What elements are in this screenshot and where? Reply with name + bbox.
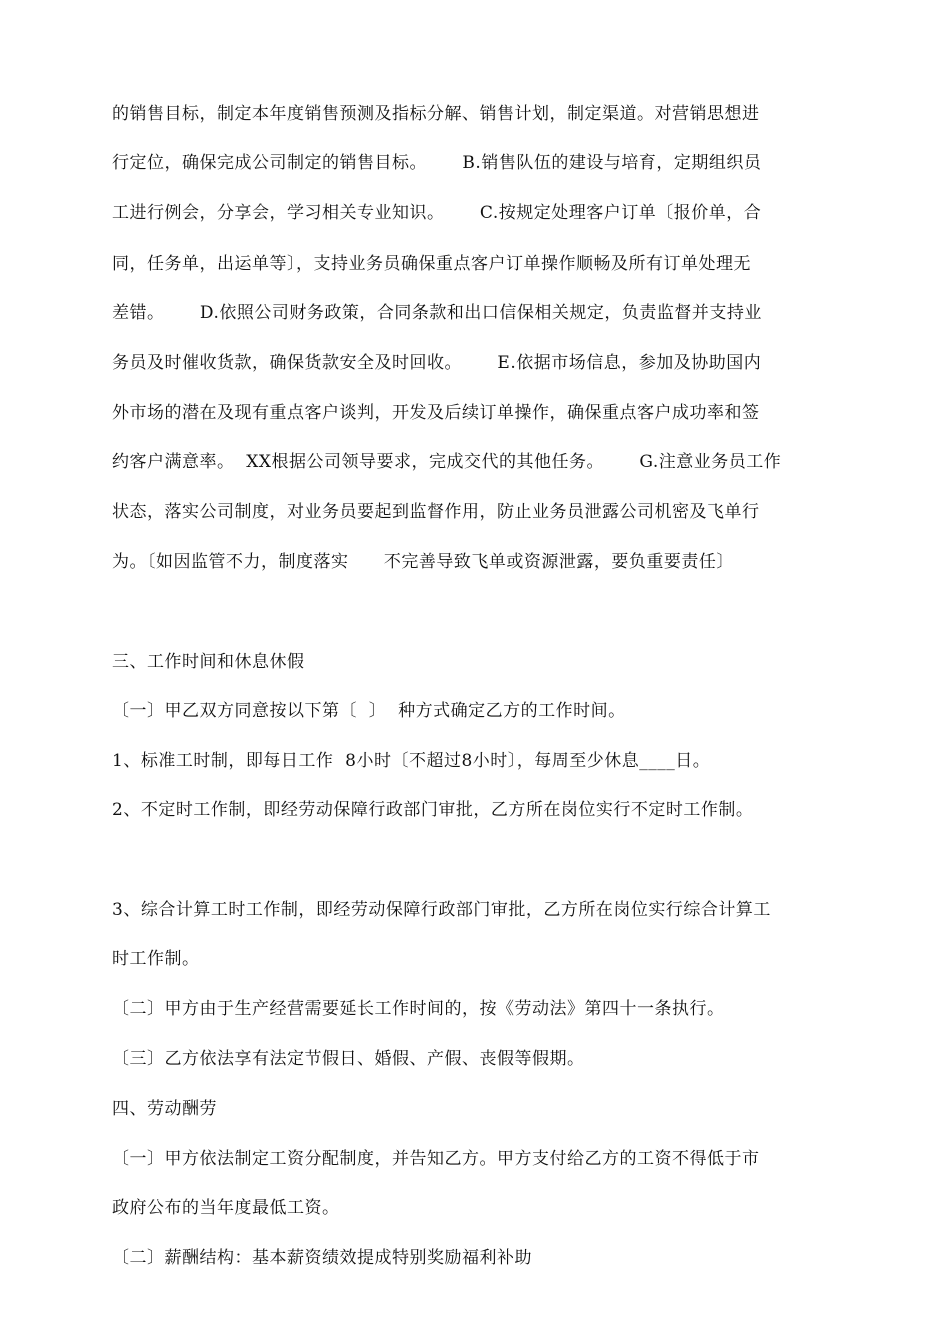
paragraph-line: 的销售目标，制定本年度销售预测及指标分解、销售计划，制定渠道。对营销思想进 [112,104,760,124]
paragraph-line: 〔一〕甲乙双方同意按以下第〔 〕 种方式确定乙方的工作时间。 [112,701,626,721]
paragraph-line: 同，任务单，出运单等〕，支持业务员确保重点客户订单操作顺畅及所有订单处理无 [112,254,751,274]
paragraph-line: 状态，落实公司制度，对业务员要起到监督作用，防止业务员泄露公司机密及飞单行 [112,502,760,522]
paragraph-line: 为。〔如因监管不力，制度落实 不完善导致飞单或资源泄露，要负重要责任〕 [112,552,734,572]
paragraph-line: 务员及时催收货款，确保货款安全及时回收。 E.依据市场信息，参加及协助国内 [112,353,762,373]
section-heading: 三、工作时间和休息休假 [112,652,305,672]
paragraph-line: 3、综合计算工时工作制，即经劳动保障行政部门审批，乙方所在岗位实行综合计算工 [112,900,771,920]
paragraph-line: 〔三〕乙方依法享有法定节假日、婚假、产假、丧假等假期。 [112,1049,585,1069]
paragraph-line: 差错。 D.依照公司财务政策，合同条款和出口信保相关规定，负责监督并支持业 [112,303,762,323]
paragraph-line: 工进行例会，分享会，学习相关专业知识。 C.按规定处理客户订单〔报价单，合 [112,203,762,223]
paragraph-line: 外市场的潜在及现有重点客户谈判，开发及后续订单操作，确保重点客户成功率和签 [112,403,760,423]
paragraph-line: 1、标准工时制，即每日工作 8小时〔不超过8小时〕，每周至少休息____日。 [112,751,711,771]
section-heading: 四、劳动酬劳 [112,1099,217,1119]
paragraph-line: 〔一〕甲方依法制定工资分配制度，并告知乙方。甲方支付给乙方的工资不得低于市 [112,1149,760,1169]
paragraph-line: 2、不定时工作制，即经劳动保障行政部门审批，乙方所在岗位实行不定时工作制。 [112,800,754,820]
paragraph-line: 行定位，确保完成公司制定的销售目标。 B.销售队伍的建设与培育，定期组织员 [112,153,762,173]
paragraph-line: 时工作制。 [112,949,200,969]
paragraph-line: 〔二〕薪酬结构：基本薪资绩效提成特别奖励福利补助 [112,1248,532,1268]
paragraph-line: 〔二〕甲方由于生产经营需要延长工作时间的，按《劳动法》第四十一条执行。 [112,999,725,1019]
paragraph-line: 约客户满意率。 XX根据公司领导要求，完成交代的其他任务。 G.注意业务员工作 [112,452,782,472]
paragraph-line: 政府公布的当年度最低工资。 [112,1198,340,1218]
